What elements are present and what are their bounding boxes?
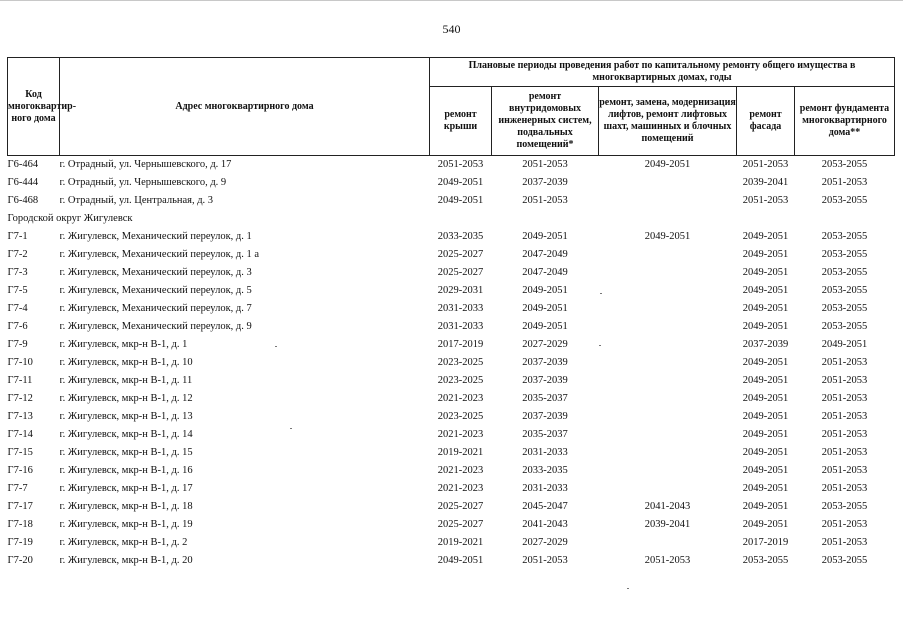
cell-foundation: 2051-2053 — [821, 393, 868, 404]
col-header-periods: Плановые периоды проведения работ по капитальному ремонту общего имущества в многоквартирных домах, годы — [430, 58, 895, 87]
cell-address: г. Жигулевск, Механический переулок, д. 9 — [59, 321, 252, 332]
table-row — [8, 408, 895, 426]
cell-code: Г7-19 — [7, 537, 33, 548]
cell-systems: 2037-2039 — [522, 411, 568, 422]
cell-elevators — [599, 246, 737, 264]
cell-systems: 2027-2029 — [522, 537, 568, 548]
page-number: 540 — [442, 22, 461, 36]
col-header-elevators: ремонт, замена, модернизация лифтов, ремонт лифтовых шахт, машинных и блочных помещений — [599, 87, 737, 156]
cell-foundation: 2051-2053 — [821, 411, 868, 422]
scan-speck — [599, 345, 601, 346]
col-header-code: Код многоквартир-ного дома — [8, 58, 60, 156]
scan-speck — [275, 346, 277, 347]
cell-roof: 2021-2023 — [437, 465, 484, 476]
cell-foundation: 2051-2053 — [821, 465, 868, 476]
cell-facade: 2049-2051 — [742, 429, 789, 440]
cell-code: Г6-464 — [7, 159, 39, 171]
cell-roof: 2049-2051 — [437, 177, 484, 188]
cell-address: г. Жигулевск, мкр-н В-1, д. 17 — [59, 483, 193, 494]
table-row — [8, 552, 895, 570]
cell-foundation: 2051-2053 — [821, 447, 868, 458]
table-row — [8, 372, 895, 390]
col-header-facade: ремонт фасада — [737, 87, 795, 156]
table-row — [8, 354, 895, 372]
cell-foundation: 2053-2055 — [821, 159, 868, 171]
cell-address: г. Жигулевск, мкр-н В-1, д. 2 — [59, 537, 188, 548]
cell-code: Г7-9 — [7, 339, 28, 350]
cell-elevators: 2049-2051 — [644, 231, 691, 242]
cell-foundation: 2051-2053 — [821, 429, 868, 440]
cell-roof: 2021-2023 — [437, 483, 484, 494]
table-row — [8, 264, 895, 282]
cell-foundation: 2051-2053 — [821, 375, 868, 386]
cell-code: Г7-20 — [7, 555, 33, 566]
cell-code: Г7-14 — [7, 429, 33, 440]
cell-code: Г7-16 — [7, 465, 33, 476]
cell-address: г. Отрадный, ул. Центральная, д. 3 — [59, 195, 214, 206]
cell-facade: 2049-2051 — [742, 465, 789, 476]
top-rule — [0, 0, 903, 1]
cell-elevators: 2039-2041 — [644, 519, 691, 530]
cell-systems: 2047-2049 — [522, 267, 568, 278]
cell-address: г. Жигулевск, мкр-н В-1, д. 10 — [59, 357, 193, 368]
cell-address: г. Жигулевск, Механический переулок, д. 5 — [59, 285, 252, 296]
cell-foundation: 2053-2055 — [821, 195, 868, 206]
cell-systems: 2049-2051 — [522, 231, 568, 242]
cell-facade: 2053-2055 — [742, 555, 789, 566]
col-header-systems: ремонт внутридомовых инженерных систем, подвальных помещений* — [492, 87, 599, 156]
cell-elevators — [599, 264, 737, 282]
cell-foundation: 2053-2055 — [821, 555, 868, 566]
cell-systems: 2027-2029 — [522, 339, 568, 350]
cell-systems: 2047-2049 — [522, 249, 568, 260]
cell-address: г. Жигулевск, мкр-н В-1, д. 13 — [59, 411, 193, 422]
cell-roof: 2021-2023 — [437, 393, 484, 404]
cell-elevators — [599, 300, 737, 318]
cell-facade: 2017-2019 — [742, 537, 789, 548]
cell-roof: 2023-2025 — [437, 357, 484, 368]
table-row — [8, 498, 895, 516]
cell-foundation: 2053-2055 — [821, 303, 868, 314]
cell-code: Г7-2 — [7, 249, 28, 260]
scan-speck — [600, 293, 602, 294]
cell-systems: 2049-2051 — [522, 285, 568, 296]
cell-foundation: 2051-2053 — [821, 483, 868, 494]
table-row — [8, 228, 895, 246]
section-row — [8, 210, 895, 228]
cell-systems: 2031-2033 — [522, 447, 568, 458]
cell-foundation: 2051-2053 — [821, 357, 868, 368]
cell-code: Г7-15 — [7, 447, 33, 458]
table-row — [8, 390, 895, 408]
cell-facade: 2049-2051 — [742, 285, 789, 296]
cell-elevators: 2049-2051 — [644, 159, 691, 171]
table-row — [8, 318, 895, 336]
cell-facade: 2049-2051 — [742, 411, 789, 422]
cell-code: Г6-444 — [7, 177, 39, 188]
cell-code: Г7-13 — [7, 411, 33, 422]
cell-facade: 2049-2051 — [742, 249, 789, 260]
cell-foundation: 2049-2051 — [821, 339, 868, 350]
cell-roof: 2025-2027 — [437, 249, 484, 260]
cell-facade: 2051-2053 — [742, 195, 789, 206]
cell-roof: 2031-2033 — [437, 303, 484, 314]
cell-address: г. Отрадный, ул. Чернышевского, д. 9 — [59, 177, 227, 188]
table-row — [8, 426, 895, 444]
cell-systems: 2037-2039 — [522, 357, 568, 368]
cell-facade: 2049-2051 — [742, 321, 789, 332]
cell-elevators — [599, 444, 737, 462]
cell-facade: 2037-2039 — [742, 339, 789, 350]
cell-foundation: 2051-2053 — [821, 177, 868, 188]
cell-foundation: 2053-2055 — [821, 267, 868, 278]
cell-systems: 2051-2053 — [522, 555, 568, 566]
capital-repair-table — [7, 57, 895, 570]
cell-systems: 2035-2037 — [522, 393, 568, 404]
cell-foundation: 2051-2053 — [821, 519, 868, 530]
cell-address: г. Жигулевск, мкр-н В-1, д. 16 — [59, 465, 193, 476]
cell-code: Г7-1 — [7, 231, 28, 242]
cell-code: Г7-12 — [7, 393, 33, 404]
cell-facade: 2049-2051 — [742, 231, 789, 242]
cell-address: г. Жигулевск, мкр-н В-1, д. 1 — [59, 339, 188, 350]
cell-address: г. Жигулевск, мкр-н В-1, д. 18 — [59, 501, 193, 512]
cell-code: Г7-18 — [7, 519, 33, 530]
cell-facade: 2051-2053 — [742, 159, 789, 171]
cell-elevators — [599, 426, 737, 444]
scan-speck — [290, 428, 292, 429]
table-row — [8, 462, 895, 480]
table-row — [8, 336, 895, 354]
cell-roof: 2025-2027 — [437, 519, 484, 530]
table-row — [8, 282, 895, 300]
cell-roof: 2031-2033 — [437, 321, 484, 332]
cell-elevators — [599, 480, 737, 498]
cell-code: Г7-10 — [7, 357, 33, 368]
cell-address: г. Жигулевск, мкр-н В-1, д. 12 — [59, 393, 193, 404]
col-header-address: Адрес многоквартирного дома — [60, 58, 430, 156]
table-row — [8, 444, 895, 462]
cell-systems: 2041-2043 — [522, 519, 568, 530]
cell-roof: 2033-2035 — [437, 231, 484, 242]
cell-address: г. Жигулевск, мкр-н В-1, д. 15 — [59, 447, 193, 458]
cell-systems: 2033-2035 — [522, 465, 568, 476]
cell-facade: 2049-2051 — [742, 519, 789, 530]
cell-systems: 2049-2051 — [522, 303, 568, 314]
cell-address: г. Жигулевск, мкр-н В-1, д. 20 — [59, 555, 193, 566]
cell-code: Г7-11 — [7, 375, 33, 386]
cell-elevators — [599, 534, 737, 552]
cell-foundation: 2053-2055 — [821, 285, 868, 296]
col-header-roof: ремонт крыши — [430, 87, 492, 156]
cell-elevators — [599, 336, 737, 354]
table-row — [8, 480, 895, 498]
cell-code: Г7-6 — [7, 321, 28, 332]
cell-code: Г7-3 — [7, 267, 28, 278]
cell-code: Г7-17 — [7, 501, 33, 512]
cell-address: г. Отрадный, ул. Чернышевского, д. 17 — [59, 159, 232, 171]
cell-roof: 2017-2019 — [437, 339, 484, 350]
cell-systems: 2051-2053 — [522, 195, 568, 206]
cell-address: г. Жигулевск, Механический переулок, д. 3 — [59, 267, 252, 278]
cell-elevators — [599, 282, 737, 300]
cell-code: Г7-5 — [7, 285, 28, 296]
cell-roof: 2049-2051 — [437, 555, 484, 566]
cell-elevators — [599, 354, 737, 372]
cell-facade: 2039-2041 — [742, 177, 789, 188]
cell-address: г. Жигулевск, мкр-н В-1, д. 19 — [59, 519, 193, 530]
cell-systems: 2051-2053 — [522, 159, 568, 171]
cell-systems: 2049-2051 — [522, 321, 568, 332]
cell-elevators — [599, 408, 737, 426]
col-header-foundation: ремонт фундамента многоквартирного дома** — [795, 87, 895, 156]
cell-roof: 2023-2025 — [437, 411, 484, 422]
cell-address: г. Жигулевск, Механический переулок, д. 7 — [59, 303, 252, 314]
cell-facade: 2049-2051 — [742, 483, 789, 494]
cell-address: г. Жигулевск, Механический переулок, д. 1 а — [59, 249, 260, 260]
cell-systems: 2045-2047 — [522, 501, 568, 512]
cell-foundation: 2051-2053 — [821, 537, 868, 548]
cell-facade: 2049-2051 — [742, 501, 789, 512]
cell-elevators — [599, 192, 737, 210]
cell-elevators: 2051-2053 — [644, 555, 691, 566]
cell-systems: 2031-2033 — [522, 483, 568, 494]
cell-elevators — [599, 462, 737, 480]
cell-elevators — [599, 372, 737, 390]
cell-roof: 2025-2027 — [437, 501, 484, 512]
cell-address: г. Жигулевск, мкр-н В-1, д. 11 — [59, 375, 193, 386]
cell-foundation: 2053-2055 — [821, 231, 868, 242]
cell-code: Г7-7 — [7, 483, 28, 494]
cell-elevators: 2041-2043 — [644, 501, 691, 512]
table-row — [8, 534, 895, 552]
cell-roof: 2025-2027 — [437, 267, 484, 278]
cell-foundation: 2053-2055 — [821, 321, 868, 332]
table-header — [8, 58, 895, 156]
cell-code: Г7-4 — [7, 303, 28, 314]
cell-elevators — [599, 390, 737, 408]
cell-code: Г6-468 — [7, 195, 39, 206]
table-row — [8, 192, 895, 210]
cell-roof: 2019-2021 — [437, 447, 484, 458]
cell-facade: 2049-2051 — [742, 393, 789, 404]
table-row — [8, 156, 895, 174]
cell-systems: 2037-2039 — [522, 375, 568, 386]
cell-systems: 2035-2037 — [522, 429, 568, 440]
cell-facade: 2049-2051 — [742, 447, 789, 458]
table-row — [8, 246, 895, 264]
cell-elevators — [599, 174, 737, 192]
cell-facade: 2049-2051 — [742, 375, 789, 386]
cell-roof: 2019-2021 — [437, 537, 484, 548]
scan-speck — [627, 588, 629, 589]
cell-foundation: 2053-2055 — [821, 249, 868, 260]
cell-address: г. Жигулевск, Механический переулок, д. 1 — [59, 231, 252, 242]
section-title: Городской округ Жигулевск — [7, 213, 133, 224]
cell-roof: 2021-2023 — [437, 429, 484, 440]
cell-address: г. Жигулевск, мкр-н В-1, д. 14 — [59, 429, 193, 440]
table-row — [8, 174, 895, 192]
cell-roof: 2023-2025 — [437, 375, 484, 386]
cell-foundation: 2053-2055 — [821, 501, 868, 512]
cell-facade: 2049-2051 — [742, 303, 789, 314]
cell-roof: 2029-2031 — [437, 285, 484, 296]
table-body — [8, 156, 895, 570]
cell-roof: 2049-2051 — [437, 195, 484, 206]
cell-roof: 2051-2053 — [437, 159, 484, 171]
table-row — [8, 516, 895, 534]
cell-elevators — [599, 318, 737, 336]
cell-systems: 2037-2039 — [522, 177, 568, 188]
table-row — [8, 300, 895, 318]
cell-facade: 2049-2051 — [742, 267, 789, 278]
cell-facade: 2049-2051 — [742, 357, 789, 368]
